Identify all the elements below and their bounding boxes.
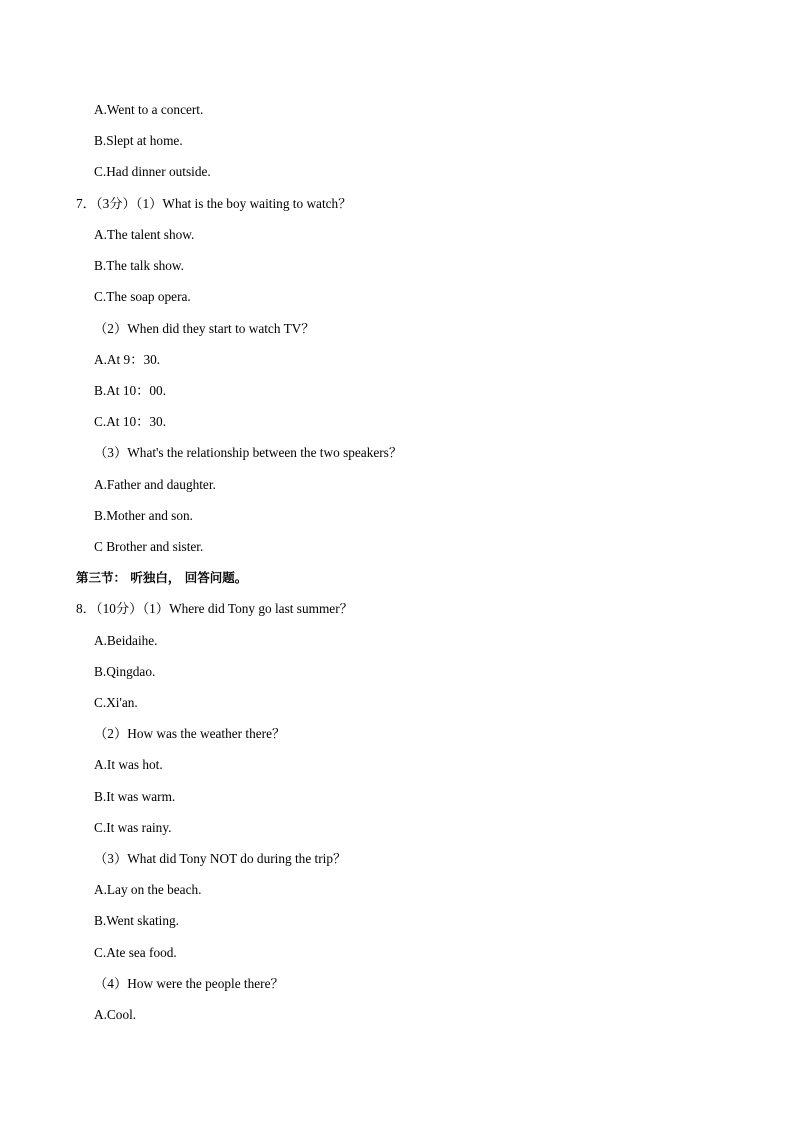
q8-1-option-c: C.Xi'an. [94, 695, 138, 710]
q8-2-option-a: A.It was hot. [94, 757, 163, 772]
q7-2-option-a: A.At 9：30. [94, 352, 161, 367]
q8-3-option-b: B.Went skating. [94, 913, 179, 928]
q7-part-3: （3）What's the relationship between the two speakers？ [94, 445, 403, 460]
q7-1-option-b: B.The talk show. [94, 258, 184, 273]
q8-3-option-a: A.Lay on the beach. [94, 882, 202, 897]
q7-3-option-a: A.Father and daughter. [94, 477, 216, 492]
q8-part-3: （3）What did Tony NOT do during the trip？ [94, 851, 347, 866]
q8-4-option-a: A.Cool. [94, 1007, 137, 1022]
q8-part-4: （4）How were the people there？ [94, 976, 284, 991]
q8-part-2: （2）How was the weather there？ [94, 726, 286, 741]
q7-stem: 7．（3分）（1）What is the boy waiting to watch？ [76, 196, 352, 211]
q7-1-option-c: C.The soap opera. [94, 289, 191, 304]
section-3-heading: 第三节： 听独白， 回答问题。 [76, 570, 248, 585]
q8-2-option-b: B.It was warm. [94, 789, 176, 804]
q6-option-a: A.Went to a concert. [94, 102, 204, 117]
q8-stem: 8．（10分）（1）Where did Tony go last summer？ [76, 601, 353, 616]
q6-option-b: B.Slept at home. [94, 133, 183, 148]
q7-1-option-a: A.The talent show. [94, 227, 195, 242]
q8-1-option-b: B.Qingdao. [94, 664, 156, 679]
q7-2-option-b: B.At 10：00. [94, 383, 167, 398]
q7-part-2: （2）When did they start to watch TV？ [94, 321, 315, 336]
q8-1-option-a: A.Beidaihe. [94, 633, 158, 648]
q7-2-option-c: C.At 10：30. [94, 414, 167, 429]
q6-option-c: C.Had dinner outside. [94, 164, 211, 179]
q8-3-option-c: C.Ate sea food. [94, 945, 177, 960]
q7-3-option-c: C Brother and sister. [94, 539, 204, 554]
q7-3-option-b: B.Mother and son. [94, 508, 193, 523]
q8-2-option-c: C.It was rainy. [94, 820, 172, 835]
